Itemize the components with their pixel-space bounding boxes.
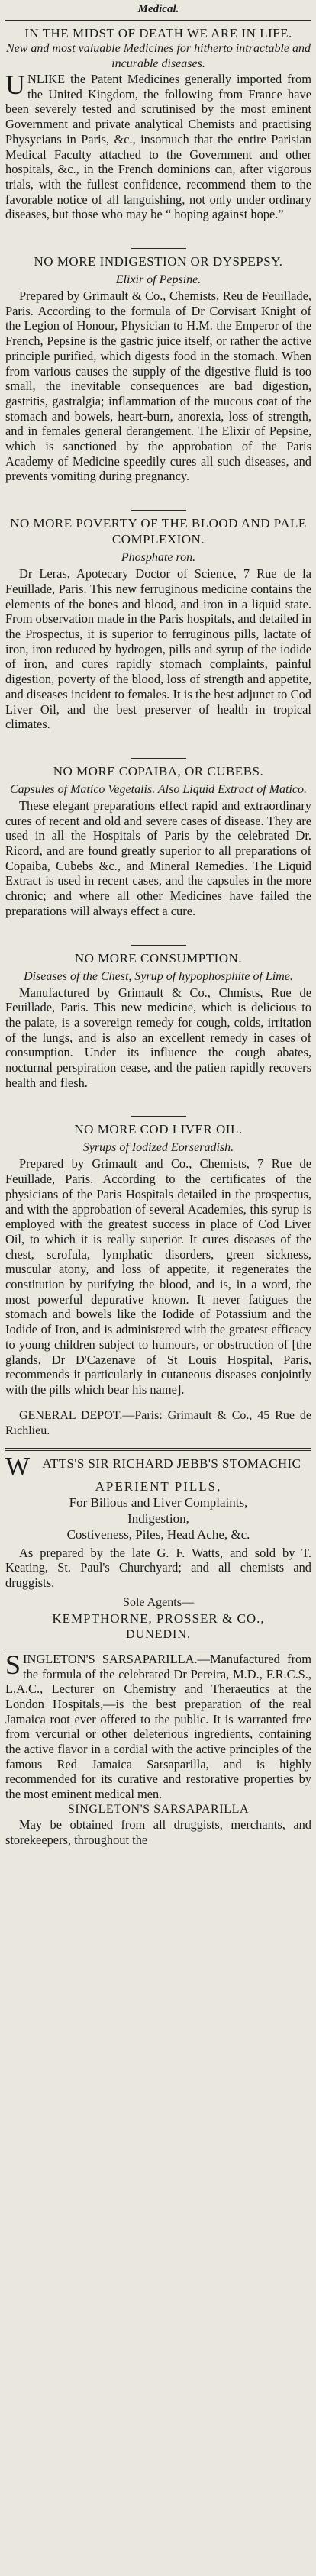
section-subtitle: Phosphate ron. xyxy=(121,551,196,565)
ad-title: IN THE MIDST OF DEATH WE ARE IN LIFE. xyxy=(24,26,292,40)
ad-title: WATTS'S SIR RICHARD JEBB'S STOMACHIC xyxy=(5,1452,301,1481)
section-copaiba xyxy=(5,758,311,919)
section-indigestion xyxy=(5,248,311,484)
divider xyxy=(131,248,186,249)
ad-body: SINGLETON'S SARSAPARILLA.—Manufactured from the formula of the celebrated Dr Pereira, M.D., F.R.C.S., L.A.C., Lecturer on Chemistry and Theraeutics at the London Hospitals,—is the best preparation of the real Jamaica root ever offered to the public. It is warranted free from vercurial or other deleterious ingredients, containing the active flavor in a cordial with the active principles of the famous Red Jamaica Sarsaparilla, and is highly recommended for its curative and restorative properties by the most eminent medical men. xyxy=(5,1649,311,1802)
ad-rule xyxy=(5,1448,311,1449)
section-header: Medical. xyxy=(137,3,179,15)
ad-line: Costiveness, Piles, Head Ache, &c. xyxy=(66,1527,250,1542)
section-cod-liver-oil xyxy=(5,1116,311,1397)
section-body: Manufactured by Grimault & Co., Chmists, Rue de Feuillade, Paris. This new medicine, which is delicious to the palate, is a sovereign remedy for cough, colds, irritation of the lungs, and is also an excellent remedy in cases of consumption. Under its influence the cough abates, nocturnal perspiration cease, and the patien rapidly recovers health and flesh. xyxy=(5,985,311,1090)
dropcap: W xyxy=(5,1452,31,1481)
ad-jebbs-pills xyxy=(5,1452,311,1643)
agents-label: Sole Agents— xyxy=(123,1595,194,1609)
general-depot: GENERAL DEPOT.—Paris: Grimault & Co., 45 Rue de Richlieu. xyxy=(5,1408,311,1437)
ad-tail: May be obtained from all druggists, merchants, and storekeepers, throughout the xyxy=(5,1817,311,1847)
section-subtitle: Diseases of the Chest, Syrup of hypophosphite of Lime. xyxy=(24,969,293,983)
ad-rule xyxy=(5,1450,311,1451)
ad-title: SINGLETON'S SARSAPARILLA xyxy=(67,1802,250,1816)
section-subtitle: Capsules of Matico Vegetalis. Also Liquid Extract of Matico. xyxy=(9,782,307,796)
section-poverty-of-blood xyxy=(5,510,311,732)
header-rule xyxy=(5,20,311,21)
ad-subtitle: New and most valuable Medicines for hitherto intractable and incurable diseases. xyxy=(5,42,311,70)
divider xyxy=(131,945,186,946)
dropcap: U xyxy=(5,69,25,100)
section-title: NO MORE CONSUMPTION. xyxy=(74,950,243,966)
section-body: These elegant preparations effect rapid and extraordinary cures of recent and old and severe cases of disease. They are used in all the Hospitals of Paris by the celebrated Dr. Ricord, and are found greatly superior to all preparations of Copaiba, Cubebs &c., and Mineral Remedies. The Liquid Extract is used in recent cases, and the capsules in the more chronic; and where all other Medicines have failed the preparations will always effect a cure. xyxy=(5,798,311,918)
ad-sarsaparilla xyxy=(5,1649,311,1847)
ad-midst-of-death xyxy=(5,25,311,222)
agents-city: DUNEDIN. xyxy=(126,1627,191,1641)
divider xyxy=(131,1116,186,1117)
dropcap: S xyxy=(5,1649,21,1680)
medicine-sections xyxy=(5,248,311,1398)
ad-title-2: APERIENT PILLS, xyxy=(95,1478,222,1494)
agents-name: KEMPTHORNE, PROSSER & CO., xyxy=(52,1610,265,1626)
section-subtitle: Syrups of Iodized Eorseradish. xyxy=(82,1141,234,1155)
section-subtitle: Elixir of Pepsine. xyxy=(115,273,202,287)
ad-prepared: As prepared by the late G. F. Watts, and sold by T. Keating, St. Paul's Churchyard; and all chemists and druggists. xyxy=(5,1545,311,1591)
section-title: NO MORE POVERTY OF THE BLOOD AND PALE COMPLEXION. xyxy=(10,516,307,547)
divider xyxy=(131,510,186,511)
section-consumption xyxy=(5,945,311,1091)
section-title: NO MORE COD LIVER OIL. xyxy=(74,1122,243,1137)
section-body: Prepared by Grimault & Co., Chemists, Reu de Feuillade, Paris. According to the formula of Dr Corvisart Knight of the Legion of Honour, Physician to H.M. the Emperor of the French, Pepsine is the gastric juice itself, or rather the active principle purified, which digests food in the stomach. When from various causes the supply of the digestive fluid is too small, the inevitable consequences are bad digestion, gastritis, gastralgia; inflammation of the mucous coat of the stomach and bowels, heart-burn, anorexia, loss of strength, and in females general derangement. The Elixir of Pepsine, which is sanctioned by the approbation of the Paris Academy of Medicine speedily cures all such diseases, and prevents vomiting during pregnancy. xyxy=(5,289,311,484)
ad-body: UNLIKE the Patent Medicines generally imported from the United Kingdom, the following from France have been severely tested and scrutinised by the most eminent Government and private analytical Chemists and practising Physycians in Paris, &c., insomuch that the entire Parisian Medical Faculty attached to the Government and other hospitals, &c., in the French dominions can, after vigorous trials, with the fullest confidence, recommend them to the favorable notice of all languishing, not only under ordinary diseases, but those who may be “ hoping against hope.” xyxy=(5,69,311,222)
section-title: NO MORE COPAIBA, OR CUBEBS. xyxy=(53,763,264,779)
section-title: NO MORE INDIGESTION OR DYSPEPSY. xyxy=(34,254,283,269)
divider xyxy=(131,758,186,759)
section-body: Prepared by Grimault and Co., Chemists, 7 Rue de Feuillade, Paris. According to the certificates of the physicians of the Paris Hospitals detailed in the prospectus, and with the approbation of several Academies, this syrup is employed with the greatest success in place of Cod Liver Oil, to which it is really superior. It cures diseases of the chest, scrofula, lymphatic disorders, green sickness, muscular atony, and loss of appetite, it regenerates the constitution by purifying the blood, and is, in a word, the most powerful depurative known. It never fatigues the stomach and bowels like the Iodide of Potassium and the Iodide of Iron, and is administered with the greatest efficacy to young children subject to humours, or obstruction of [the glands, Dr D'Cazenave of St Louis Hospital, Paris, recommends it particularly in cutaneous diseases conjointly with the pills which bear his name]. xyxy=(5,1156,311,1397)
section-body: Dr Leras, Apotecary Doctor of Science, 7 Rue de la Feuillade, Paris. This new ferruginous medicine contains the elements of the bones and blood, and iron in a liquid state. From observation made in the Paris hospitals, and detailed in the Prospectus, it is superior to ferruginous pills, lactate of iron, iron reduced by hydrogen, pills and syrup of the iodide of iron, and cures rapidly stomach complaints, painful digestion, poverty of the blood, loss of strength and appetite, and diseases incident to females. It is the best adjunct to Cod Liver Oil, and the best preserver of health in tropical climates. xyxy=(5,566,311,732)
ad-line: For Bilious and Liver Complaints, xyxy=(69,1494,248,1510)
ad-line: Indigestion, xyxy=(127,1510,189,1526)
